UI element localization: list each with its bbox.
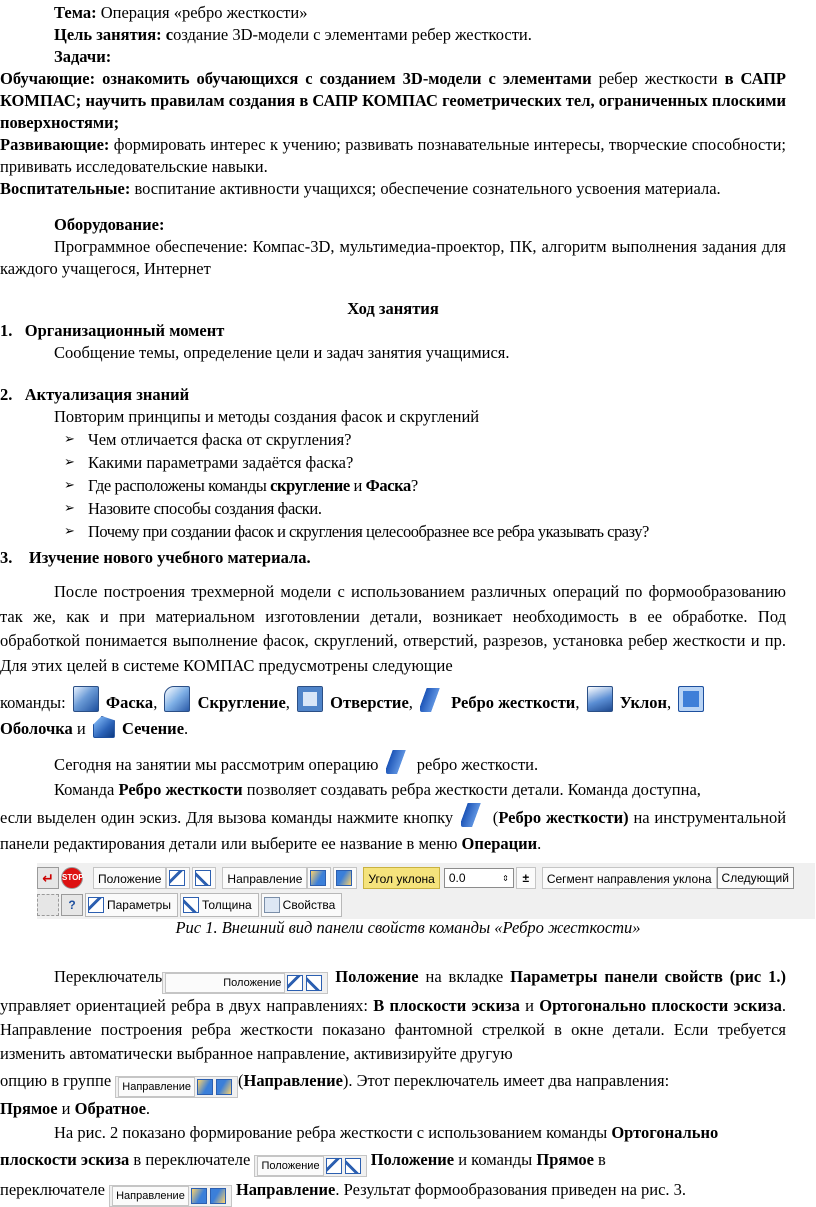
equipment-text: Программное обеспечение: Компас-3D, мультимедиа-проектор, ПК, алгоритм выполнения задания для каждого учащегося, Интернет [0,237,786,278]
rib-properties-panel [37,863,815,919]
help-button[interactable]: ? [61,894,83,916]
section3-body: После построения трехмерной модели с использованием различных операций по формообразованию так же, как и при материальном изготовлении детали, возникает необходимость в ее обработке. Под обработкой понимается выполнение фасок, скруглений, отверстий, разрезов, установка ребер жесткости и пр. Для этих целей в системе КОМПАС предусмотрены следующие команды: Фаска, Скругление, Отверстие, Ребро жесткости, Уклон, Оболочка и Сечение. Сегодня на занятии мы рассмотрим операцию ребро жесткости. Команда Ребро жесткости позволяет создавать ребра жесткости детали. Команда доступна, если выделен один эскиз. Для вызова команды нажмите кнопку (Ребро жесткости) на инструментальной панели редактирования детали или выберите ее название в меню Операции. [0,582,787,853]
educational-label: Воспитательные: [0,179,131,198]
arrow-bullet-icon: ➢ [64,478,75,493]
developing-text: формировать интерес к учению; развивать познавательные интересы, творческие способности; прививать исследовательские навыки. [0,135,786,176]
figure-caption: Рис 1. Внешний вид панели свойств команды «Ребро жесткости» [175,918,641,937]
topic-label: Тема: [54,3,97,22]
list-item: ➢ Назовите способы создания фаски. [64,499,322,518]
auto-create-icon[interactable] [37,894,59,916]
params-tab-icon [88,897,104,913]
rib-icon[interactable] [461,803,485,827]
panel-row-bottom [37,892,344,918]
teaching-b1: Обучающие: ознакомить обучающихся с созданием 3D-модели с элементами [0,69,592,88]
thickness-tab-icon [183,897,199,913]
slope-icon[interactable] [587,686,613,712]
section1-title: 1. Организационный момент [0,321,225,340]
next-button[interactable]: Следующий [717,867,794,889]
section-icon[interactable] [93,716,115,738]
arrow-bullet-icon: ➢ [64,432,75,447]
plus-minus-button[interactable]: ± [516,867,536,889]
section1-text: Сообщение темы, определение цели и задач занятия учащимися. [54,343,510,362]
tasks-block [0,68,786,200]
direction-switch-image: Направление [109,1185,232,1207]
properties-tab-icon [264,897,280,913]
section4-body: Переключатель Положение Положение на вкладке Параметры панели свойств (рис 1.) управляет ориентацией ребра в двух направлениях: В плоскости эскиза и Ортогонально плоскости эскиза. Направление построения ребра жесткости показано фантомной стрелкой в окне детали. Если требуется изменить автоматически выбранное направление, активизируйте другую опцию в группе Направление (Направление). Этот переключатель имеет два направления: Прямое и Обратное. На рис. 2 показано формирование ребра жесткости с использованием команды Ортогонально плоскости эскиза в переключателе Положение Положение и команды Прямое в переключателе Направление Направление. Результат формообразования приведен на рис. 3. [0,965,786,1207]
list-item: ➢ Чем отличается фаска от скругления? [64,430,352,449]
tab-properties[interactable]: Свойства [261,893,343,917]
position-orthogonal-icon[interactable] [192,867,216,889]
position-label: Положение [93,867,166,889]
direction-forward-icon[interactable] [307,867,331,889]
developing-label: Развивающие: [0,135,110,154]
goal-label: Цель занятия: с [54,25,174,44]
slope-angle-input[interactable]: 0.0 ⇕ [444,868,514,888]
arrow-bullet-icon: ➢ [64,501,75,516]
course-title: Ход занятия [347,299,439,318]
arrow-bullet-icon: ➢ [64,455,75,470]
educational-text: воспитание активности учащихся; обеспечение сознательного усвоения материала. [130,179,721,198]
spinner-icon[interactable]: ⇕ [502,873,509,883]
rib-icon[interactable] [420,688,444,712]
arrow-bullet-icon: ➢ [64,524,75,539]
teaching-n: ребер жесткости [591,69,725,88]
equipment-label: Оборудование: [54,215,165,234]
slope-angle-label: Угол уклона [363,867,439,889]
position-switch-image: Положение [162,972,328,994]
list-item: ➢ Почему при создании фасок и скругления целесообразнее все ребра указывать сразу? [64,522,649,541]
fillet-icon[interactable] [164,686,190,712]
header-block [0,2,786,68]
section3 [0,547,786,569]
section1 [0,320,786,364]
goal-value: оздание 3D-модели с элементами ребер жесткости. [173,25,532,44]
direction-switch-image: Направление [115,1076,238,1098]
section2-intro: Повторим принципы и методы создания фасок и скруглений [54,407,480,426]
questions-list [0,428,786,543]
section3-p1: После построения трехмерной модели с использованием различных операций по формообразованию так же, как и при материальном изготовлении детали, возникает необходимость в ее обработке. Под обработкой понимается выполнение фасок, скруглений, отверстий, разрезов, установка ребер жесткости и пр. Для этих целей в системе КОМПАС предусмотрены следующие [0,582,786,675]
hole-icon[interactable] [297,686,323,712]
list-item: ➢ Какими параметрами задаётся фаска? [64,453,354,472]
tab-thickness[interactable]: Толщина [180,893,259,917]
position-switch-image: Положение [254,1155,366,1177]
panel-row-top [37,865,796,891]
position-in-plane-icon[interactable] [166,867,190,889]
section3-title: 3. Изучение нового учебного материала. [0,548,311,567]
shell-icon[interactable] [678,686,704,712]
tab-params[interactable]: Параметры [85,893,178,917]
create-object-icon[interactable]: ↵ [37,867,59,889]
section2 [0,384,786,543]
rib-icon[interactable] [386,750,410,774]
commands-line: команды: Фаска, Скругление, Отверстие, Ребро жесткости, Уклон, [0,686,786,716]
direction-label: Направление [222,867,307,889]
chamfer-icon[interactable] [73,686,99,712]
stop-button[interactable]: STOP [61,867,83,889]
segment-direction-label: Сегмент направления уклона [542,867,717,889]
tasks-label: Задачи: [54,47,112,66]
section2-title: 2. Актуализация знаний [0,385,190,404]
list-item: ➢ Где расположены команды скругление и Фаска? [64,476,418,495]
topic-value: Операция «ребро жесткости» [96,3,308,22]
teaching-b2: в САПР КОМПАС; научить правилам создания в САПР КОМПАС геометрических тел, ограниченных плоскими поверхностями; [0,69,786,132]
direction-reverse-icon[interactable] [333,867,357,889]
equipment-block [0,214,786,280]
